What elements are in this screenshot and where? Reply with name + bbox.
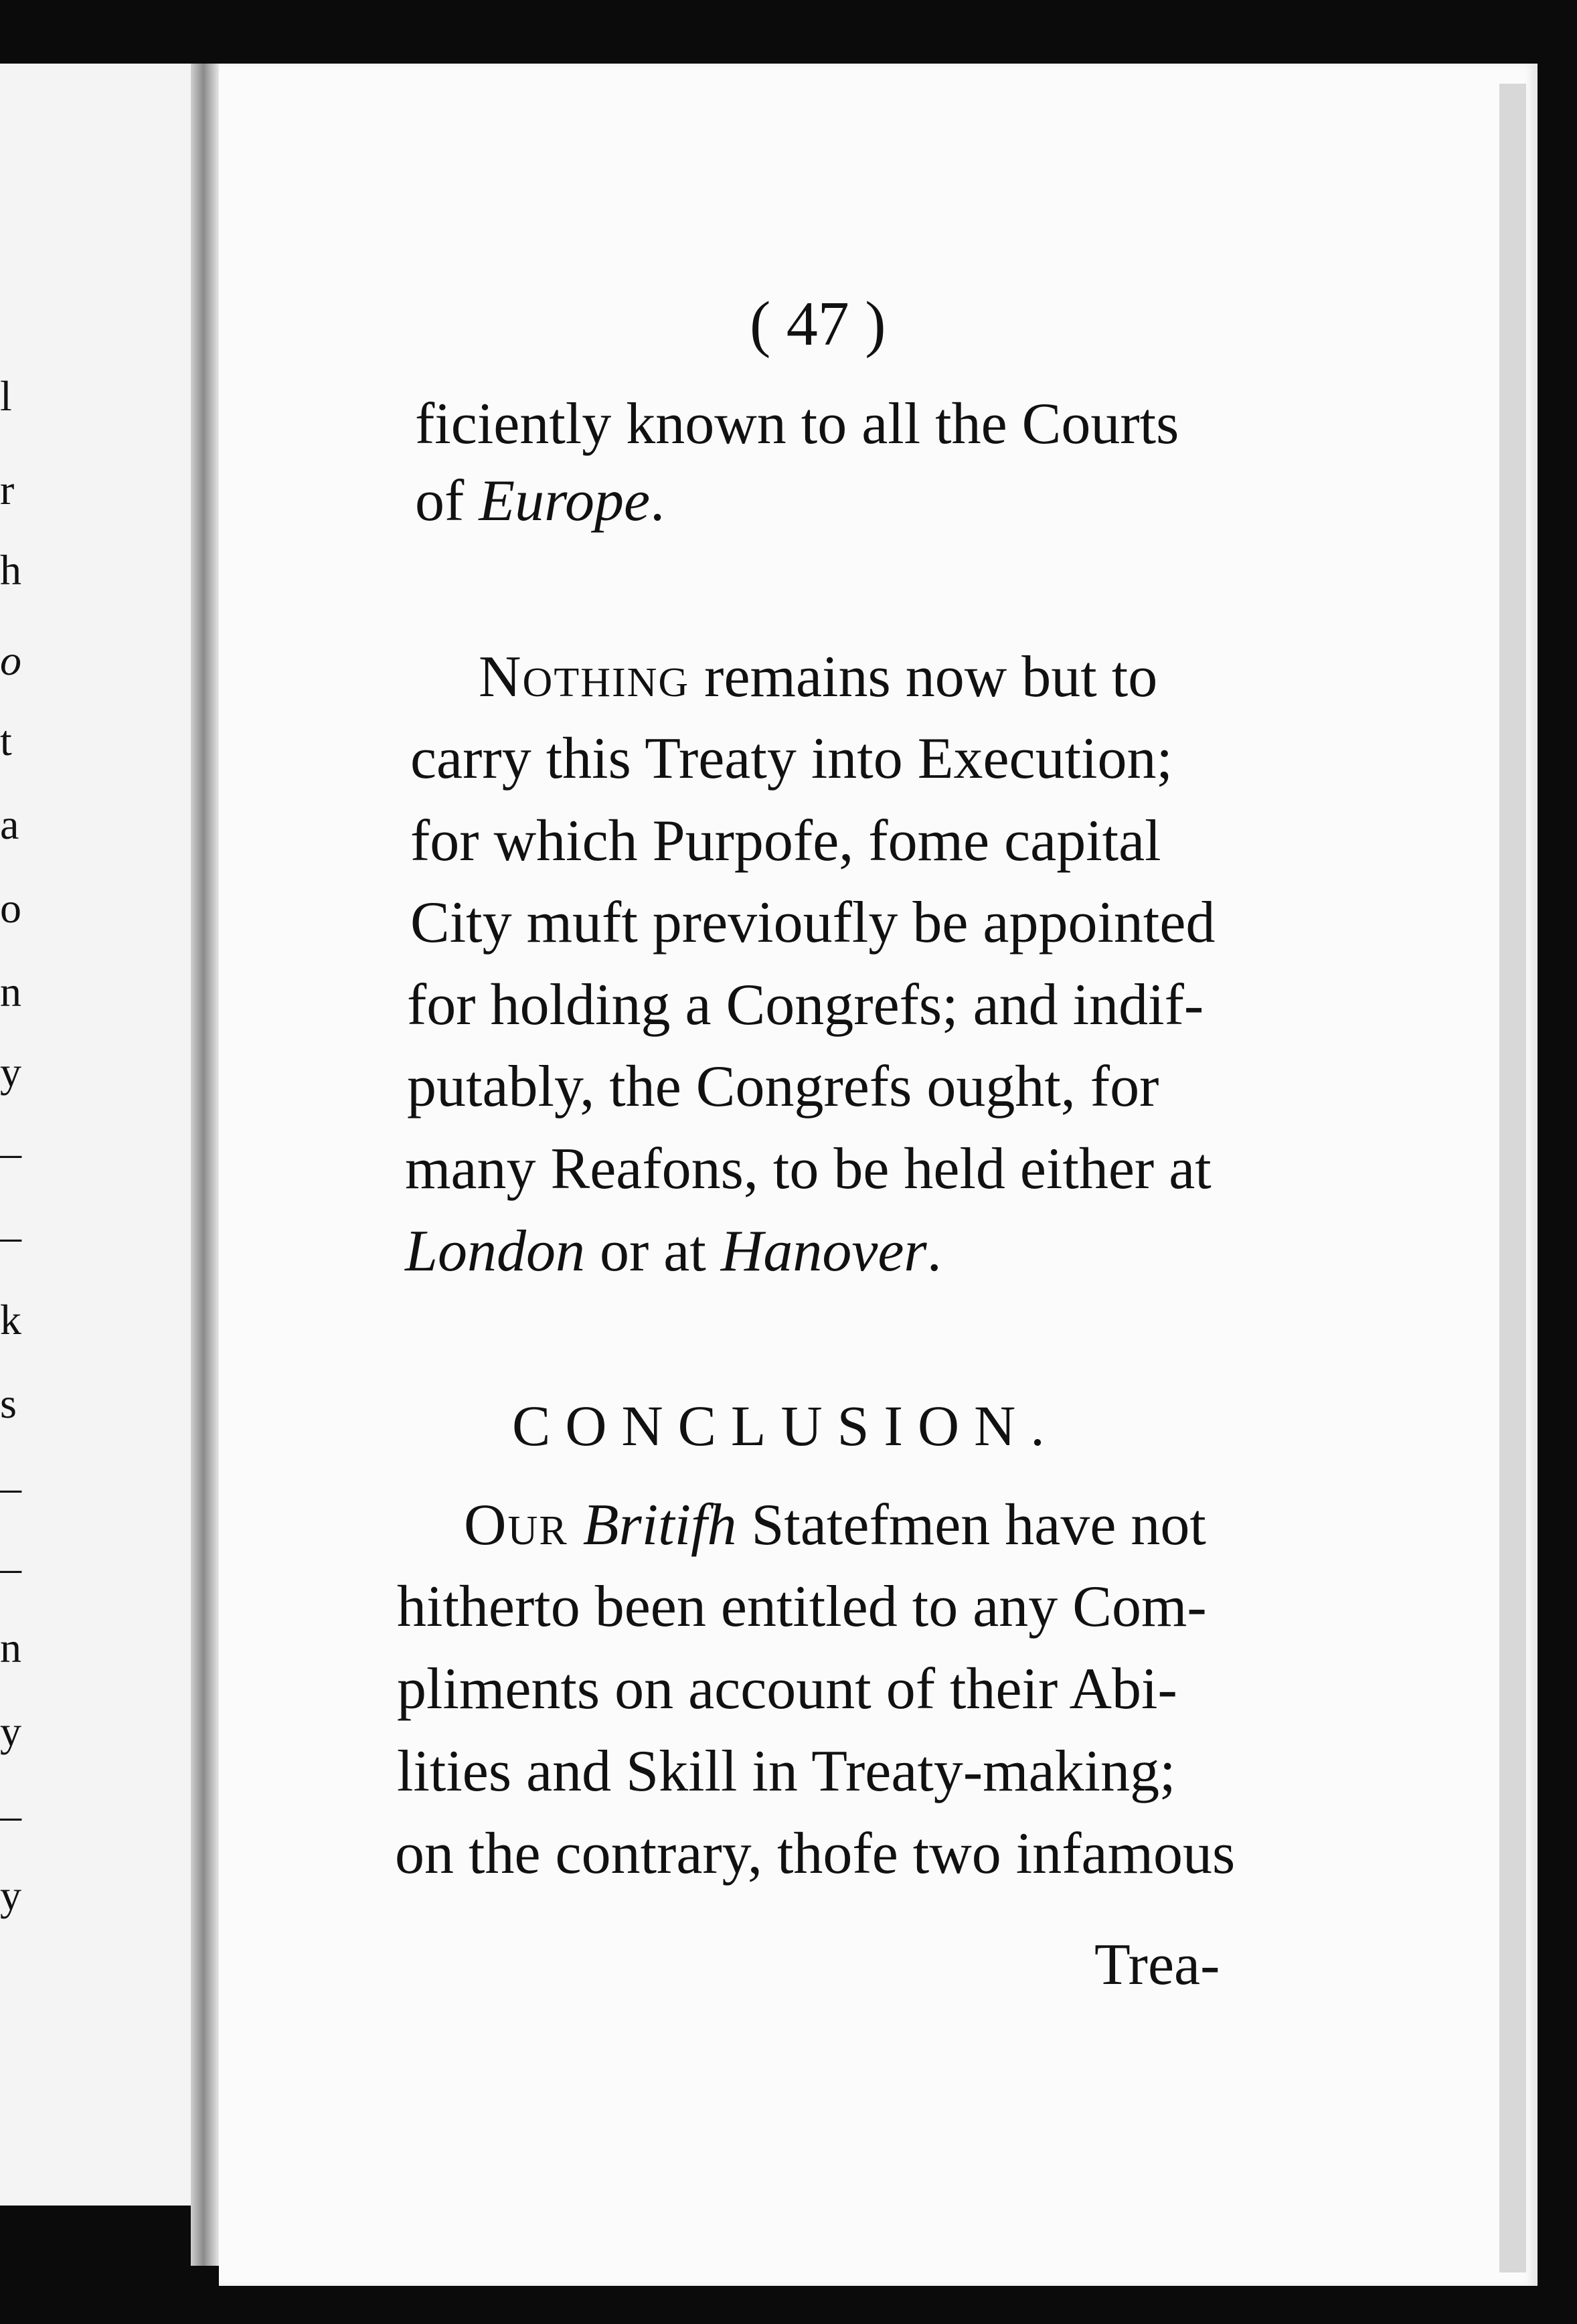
page-number: ( 47 ) (750, 289, 886, 359)
edge-glyph: – (0, 1463, 21, 1511)
catchword: Trea- (1094, 1932, 1220, 1997)
italic-text: Europe (479, 469, 651, 533)
edge-glyph: n (0, 1624, 21, 1671)
text-line: for holding a Congrefs; and indif- (407, 973, 1204, 1038)
text-line (479, 645, 1158, 710)
edge-glyph: o (0, 637, 21, 684)
edge-glyph: – (0, 1544, 21, 1591)
text-segment: or at (584, 1219, 721, 1284)
text-segment: of (415, 469, 479, 533)
edge-glyph: a (0, 801, 19, 848)
text-line: City muft previoufly be appointed (410, 890, 1216, 955)
edge-glyph: l (0, 372, 12, 420)
edge-glyph: t (0, 717, 12, 764)
text-line: for which Purpofe, fome capital (410, 809, 1161, 874)
text-segment: . (926, 1219, 942, 1284)
text-line: on the contrary, thofe two infamous (395, 1821, 1236, 1886)
text-line (415, 469, 665, 533)
italic-text: London (405, 1219, 585, 1284)
edge-glyph: s (0, 1380, 17, 1427)
text-line (464, 1493, 1206, 1558)
text-line: ficiently known to all the Courts (415, 392, 1179, 456)
italic-text: Hanover (720, 1219, 927, 1284)
edge-glyph: h (0, 546, 21, 594)
text-line: putably, the Congrefs ought, for (407, 1054, 1159, 1119)
text-line: pliments on account of their Abi- (397, 1657, 1177, 1722)
text-line: many Reafons, to be held either at (405, 1137, 1212, 1201)
small-caps-lead: Nothing (479, 645, 690, 710)
text-line: lities and Skill in Treaty-making; (397, 1739, 1176, 1804)
text-segment: remains now but to (689, 645, 1158, 710)
edge-glyph: o (0, 884, 21, 932)
text-line (405, 1219, 942, 1284)
italic-text: Britifh (568, 1493, 737, 1558)
text-line: carry this Treaty into Execution; (410, 726, 1173, 791)
edge-glyph: – (0, 1129, 21, 1176)
edge-glyph: n (0, 968, 21, 1015)
edge-glyph: y (0, 1872, 21, 1919)
edge-glyph: k (0, 1296, 21, 1343)
edge-glyph: y (0, 1708, 21, 1755)
section-heading: CONCLUSION. (512, 1394, 1060, 1458)
book-gutter (191, 64, 219, 2266)
text-segment: Statefmen have not (736, 1493, 1206, 1558)
edge-glyph: – (0, 1212, 21, 1260)
small-caps-lead: Our (464, 1493, 568, 1558)
text-line: hitherto been entitled to any Com- (397, 1574, 1207, 1639)
edge-glyph: – (0, 1791, 21, 1839)
edge-glyph: y (0, 1048, 21, 1096)
text-segment: . (650, 469, 665, 533)
edge-glyph: r (0, 466, 15, 513)
left-page-edge (0, 64, 191, 2206)
page-edge-shadow (1499, 84, 1526, 2272)
